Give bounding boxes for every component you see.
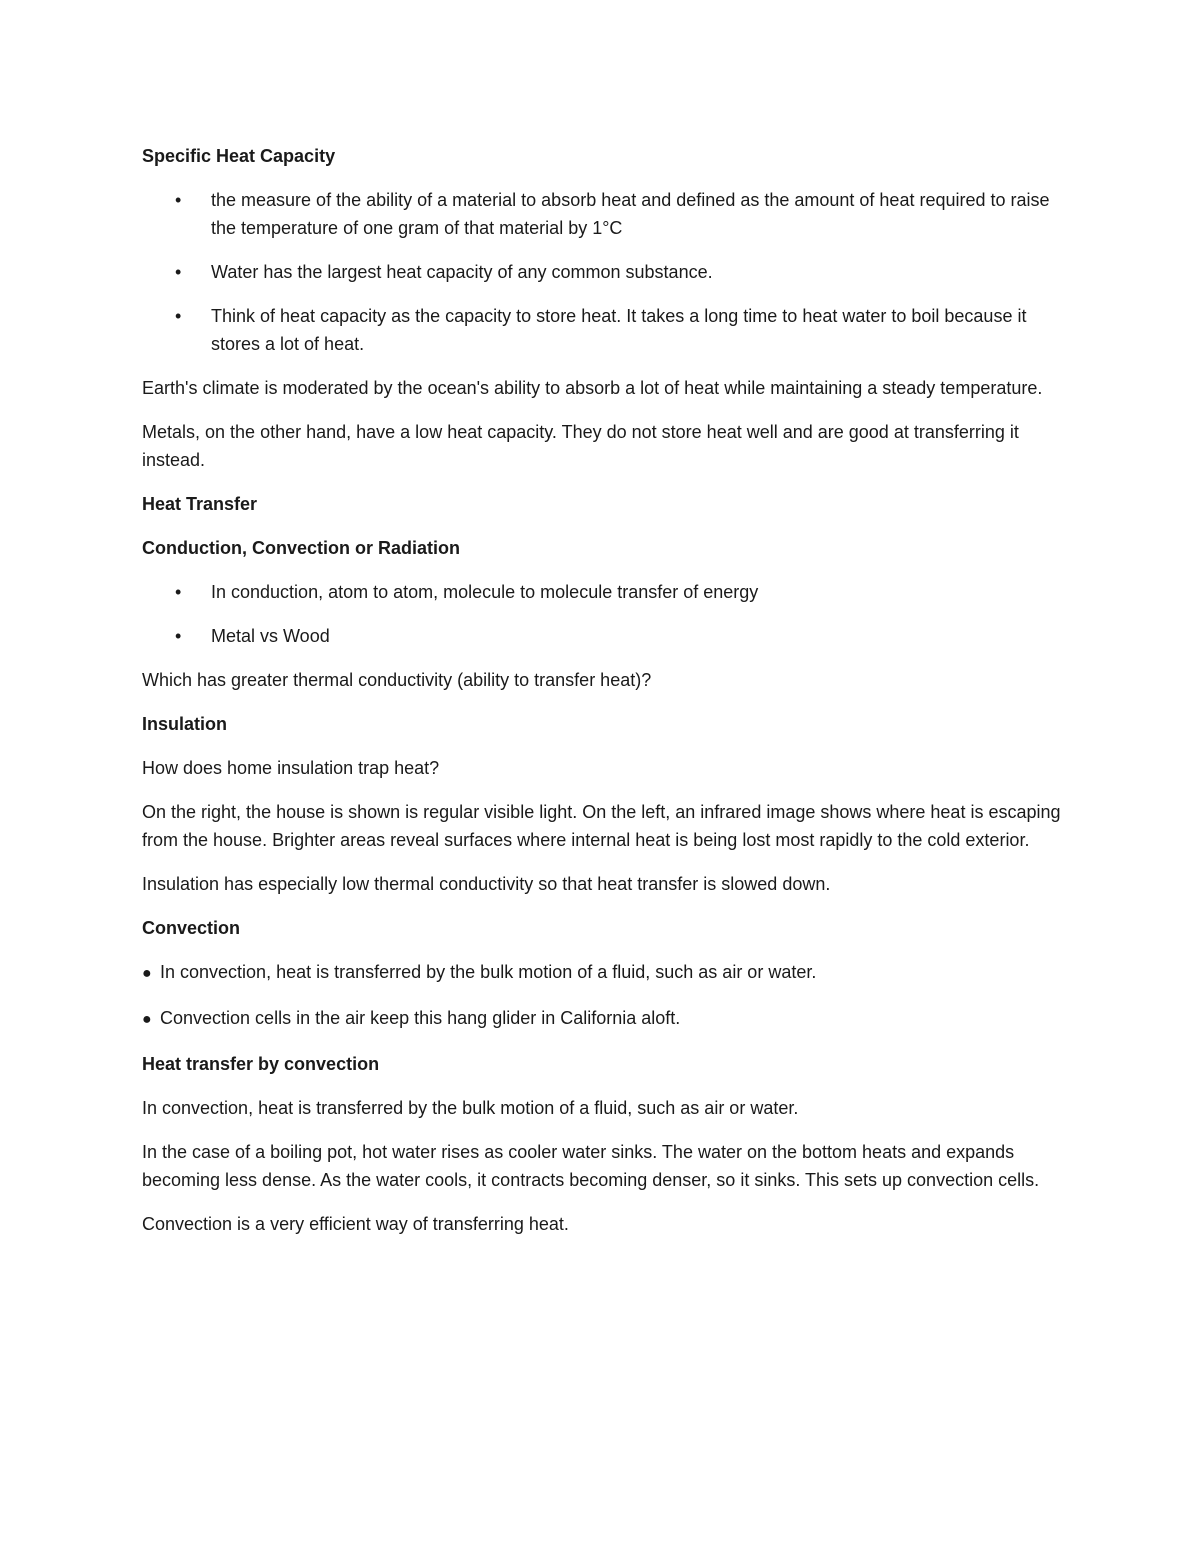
paragraph-metals: Metals, on the other hand, have a low heat capacity. They do not store heat well and are good at transferring it instead. xyxy=(142,422,1019,470)
specific-heat-bullet-list xyxy=(142,186,1062,358)
heading-specific-heat-capacity: Specific Heat Capacity xyxy=(142,146,336,166)
inline-bullet-text: Convection cells in the air keep this hang glider in California aloft. xyxy=(160,1008,681,1028)
heading-heat-transfer-by-convection: Heat transfer by convection xyxy=(142,1054,380,1074)
heat-transfer-bullet-list xyxy=(142,578,1062,650)
list-item-text: the measure of the ability of a material to absorb heat and defined as the amount of heat required to raise the temperature of one gram of that material by 1°C xyxy=(211,190,1050,238)
list-item-text: Think of heat capacity as the capacity to store heat. It takes a long time to heat water to boil because it stores a lot of heat. xyxy=(211,306,1027,354)
subheading-conduction-convection-radiation: Conduction, Convection or Radiation xyxy=(142,538,460,558)
inline-bullet-item xyxy=(142,1004,1062,1034)
paragraph-insulation-question: How does home insulation trap heat? xyxy=(142,758,440,778)
bullet-icon: ● xyxy=(142,965,152,982)
paragraph-insulation-conductivity: Insulation has especially low thermal conductivity so that heat transfer is slowed down. xyxy=(142,874,831,894)
list-item xyxy=(142,622,1062,650)
bullet-icon: • xyxy=(175,306,182,326)
list-item-text: Metal vs Wood xyxy=(211,626,330,646)
bullet-icon: • xyxy=(175,626,182,646)
list-item-text: In conduction, atom to atom, molecule to molecule transfer of energy xyxy=(211,582,759,602)
paragraph-earth-climate: Earth's climate is moderated by the ocean's ability to absorb a lot of heat while maintaining a steady temperature. xyxy=(142,378,1043,398)
paragraph-thermal-conductivity-question: Which has greater thermal conductivity (ability to transfer heat)? xyxy=(142,670,652,690)
heading-convection: Convection xyxy=(142,918,241,938)
paragraph-convection-efficiency: Convection is a very efficient way of transferring heat. xyxy=(142,1214,569,1234)
list-item xyxy=(142,258,1062,286)
inline-bullet-item xyxy=(142,958,1062,988)
bullet-icon: • xyxy=(175,582,182,602)
bullet-icon: • xyxy=(175,190,182,210)
paragraph-boiling-pot: In the case of a boiling pot, hot water rises as cooler water sinks. The water on the bottom heats and expands becoming less dense. As the water cools, it contracts becoming denser, so it sinks. This sets up convection cells. xyxy=(142,1142,1040,1190)
list-item xyxy=(142,186,1062,242)
list-item xyxy=(142,302,1062,358)
heading-insulation: Insulation xyxy=(142,714,227,734)
list-item-text: Water has the largest heat capacity of any common substance. xyxy=(211,262,713,282)
document-page xyxy=(142,142,1062,1254)
list-item xyxy=(142,578,1062,606)
paragraph-infrared-house: On the right, the house is shown is regular visible light. On the left, an infrared image shows where heat is escaping from the house. Brighter areas reveal surfaces where internal heat is being lost most rapidly to the cold exterior. xyxy=(142,802,1061,850)
bullet-icon: • xyxy=(175,262,182,282)
inline-bullet-text: In convection, heat is transferred by the bulk motion of a fluid, such as air or water. xyxy=(160,962,817,982)
heading-heat-transfer: Heat Transfer xyxy=(142,494,258,514)
bullet-icon: ● xyxy=(142,1011,152,1028)
paragraph-convection-definition: In convection, heat is transferred by the bulk motion of a fluid, such as air or water. xyxy=(142,1098,799,1118)
